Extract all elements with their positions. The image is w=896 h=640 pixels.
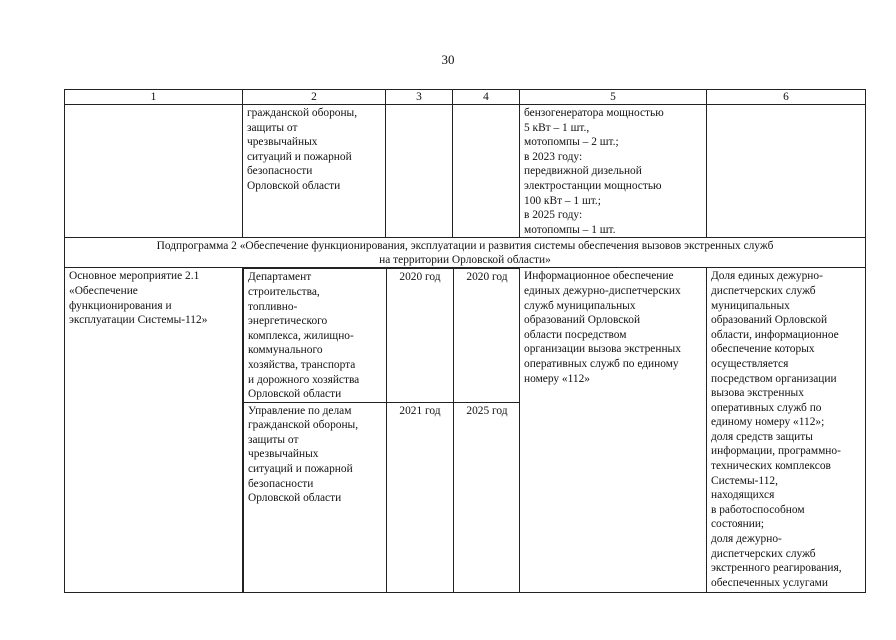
text-line: и дорожного хозяйства — [248, 373, 360, 386]
text-line: функционирования и — [69, 299, 172, 312]
text-line: доля дежурно- — [711, 533, 782, 546]
text-line: обеспечение которых — [711, 343, 815, 356]
header-row — [65, 90, 866, 105]
text-line: Орловской области — [247, 179, 341, 192]
text-line: защиты от — [247, 121, 298, 134]
executor-start-year: 2020 год — [387, 269, 454, 402]
executor-end-year: 2020 год — [454, 269, 520, 402]
continuation-col4 — [453, 105, 520, 238]
text-line: гражданской обороны, — [248, 419, 359, 432]
text-line: Доля единых дежурно- — [711, 270, 823, 283]
text-line: ситуаций и пожарной — [247, 150, 352, 163]
text-line: безопасности — [247, 165, 313, 178]
executors-block — [243, 268, 520, 593]
text-line: комплекса, жилищно- — [248, 329, 354, 342]
text-line: гражданской обороны, — [247, 107, 358, 119]
text-line: защиты от — [248, 433, 299, 446]
executor-start-year: 2021 год — [387, 402, 454, 592]
text-line: области посредством — [524, 328, 627, 341]
text-line: организации вызова экстренных — [524, 343, 681, 356]
text-line: единых дежурно-диспетчерских — [524, 284, 681, 297]
text-line: Управление по делам — [248, 404, 352, 417]
text-line: в 2025 году: — [524, 209, 583, 222]
text-line: чрезвычайных — [247, 136, 318, 149]
text-line: служб муниципальных — [524, 299, 636, 312]
continuation-executor — [243, 105, 386, 238]
text-line: диспетчерских служб — [711, 284, 816, 297]
text-line: посредством организации — [711, 372, 837, 385]
text-line: муниципальных — [711, 299, 790, 312]
text-line: электростанции мощностью — [524, 179, 662, 192]
text-line: вызова экстренных — [711, 387, 804, 400]
executor-name — [244, 269, 387, 402]
executor-name — [244, 402, 387, 592]
text-line: образований Орловской — [711, 314, 828, 327]
text-line: образований Орловской — [524, 314, 641, 327]
text-line: Орловской области — [248, 388, 342, 401]
text-line: в 2023 году: — [524, 150, 583, 163]
header-cell-6: 6 — [707, 90, 866, 105]
indicators — [707, 268, 866, 593]
text-line: Информационное обеспечение — [524, 270, 674, 283]
header-cell-2: 2 — [243, 90, 386, 105]
subprogram-title-line-2: на территории Орловской области» — [379, 254, 551, 267]
text-line: оперативных служб по — [711, 401, 822, 414]
activity-name — [65, 268, 243, 593]
header-cell-1: 1 — [65, 90, 243, 105]
text-line: 5 кВт – 1 шт., — [524, 121, 590, 134]
continuation-col1 — [65, 105, 243, 238]
text-line: Системы-112, — [711, 474, 778, 487]
text-line: чрезвычайных — [248, 448, 319, 461]
text-line: состоянии; — [711, 518, 765, 531]
text-line: топливно- — [248, 300, 298, 313]
text-line: мотопомпы – 2 шт.; — [524, 136, 619, 149]
text-line: передвижной дизельной — [524, 165, 642, 178]
text-line: хозяйства, транспорта — [248, 358, 356, 371]
text-line: энергетического — [248, 315, 328, 328]
text-line: номеру «112» — [524, 372, 590, 385]
text-line: технических комплексов — [711, 460, 831, 473]
main-activity-row — [65, 268, 866, 593]
text-line: Орловской области — [248, 492, 342, 505]
continuation-row — [65, 105, 866, 238]
text-line: безопасности — [248, 477, 314, 490]
text-line: строительства, — [248, 285, 320, 298]
executor-end-year: 2025 год — [454, 402, 520, 592]
text-line: Департамент — [248, 271, 312, 284]
continuation-col6 — [707, 105, 866, 238]
continuation-col3 — [386, 105, 453, 238]
text-line: в работоспособном — [711, 503, 805, 516]
text-line: коммунального — [248, 344, 323, 357]
text-line: диспетчерских служб — [711, 547, 816, 560]
header-cell-3: 3 — [386, 90, 453, 105]
text-line: 100 кВт – 1 шт.; — [524, 194, 601, 207]
text-line: оперативных служб по единому — [524, 357, 679, 370]
text-line: Основное мероприятие 2.1 — [69, 270, 200, 283]
text-line: «Обеспечение — [69, 284, 138, 297]
header-cell-4: 4 — [453, 90, 520, 105]
text-line: бензогенератора мощностью — [524, 107, 664, 119]
text-line: единому номеру «112»; — [711, 416, 825, 429]
executor-row — [244, 402, 520, 592]
page-number: 30 — [441, 52, 455, 67]
subprogram-title-line-1: Подпрограмма 2 «Обеспечение функционирования, эксплуатации и развития системы обеспечения вызовов экстренных служб — [156, 240, 774, 253]
continuation-results — [520, 105, 707, 238]
text-line: области, информационное — [711, 328, 839, 341]
subprogram-title — [65, 238, 866, 268]
text-line: доля средств защиты — [711, 430, 813, 443]
text-line: эксплуатации Системы-112» — [69, 314, 208, 327]
text-line: осуществляется — [711, 357, 789, 370]
expected-result — [520, 268, 707, 593]
text-line: ситуаций и пожарной — [248, 463, 353, 476]
text-line: экстренного реагирования, — [711, 562, 842, 575]
header-cell-5: 5 — [520, 90, 707, 105]
text-line: обеспеченных услугами — [711, 576, 828, 589]
text-line: мотопомпы – 1 шт. — [524, 223, 616, 236]
program-table — [64, 89, 866, 593]
subprogram-row — [65, 238, 866, 268]
executors-subtable — [243, 268, 520, 592]
text-line: информации, программно- — [711, 445, 841, 458]
executor-row — [244, 269, 520, 402]
text-line: находящихся — [711, 489, 775, 502]
